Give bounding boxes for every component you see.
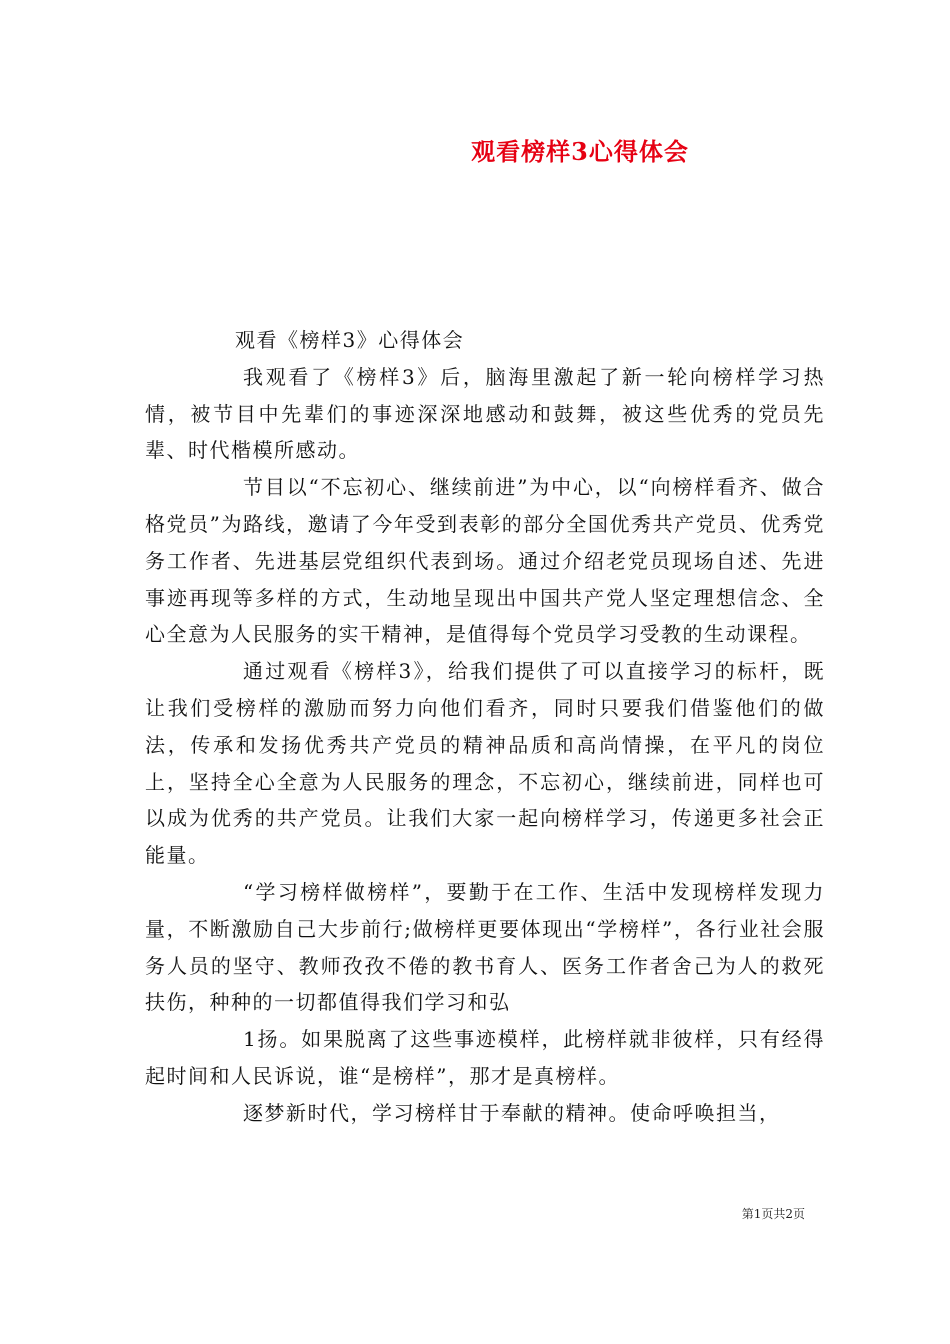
paragraph-2: 节目以“不忘初心、继续前进”为中心，以“向榜样看齐、做合格党员”为路线，邀请了今年受到表彰的部分全国优秀共产党员、优秀党务工作者、先进基层党组织代表到场。通过介绍老党员现场自述、先进事迹再现等多样的方式，生动地呈现出中国共产党人坚定理想信念、全心全意为人民服务的实干精神，是值得每个党员学习受教的生动课程。 xyxy=(145,475,825,647)
document-title: 观看榜样3心得体会 xyxy=(471,137,689,166)
paragraph-3: 通过观看《榜样3》，给我们提供了可以直接学习的标杆，既让我们受榜样的激励而努力向他们看齐，同时只要我们借鉴他们的做法，传承和发扬优秀共产党员的精神品质和高尚情操，在平凡的岗位上，坚持全心全意为人民服务的理念，不忘初心，继续前进，同样也可以成为优秀的共产党员。让我们大家一起向榜样学习，传递更多社会正能量。 xyxy=(145,659,825,868)
document-body xyxy=(145,322,825,1132)
paragraph-5: 1扬。如果脱离了这些事迹模样，此榜样就非彼样，只有经得起时间和人民诉说，谁“是榜样”，那才是真榜样。 xyxy=(145,1027,825,1088)
page-indicator: 第1页共2页 xyxy=(741,1207,805,1221)
document-subtitle: 观看《榜样3》心得体会 xyxy=(235,328,465,352)
paragraph-4: “学习榜样做榜样”，要勤于在工作、生活中发现榜样发现力量，不断激励自己大步前行;做榜样更要体现出“学榜样”，各行业社会服务人员的坚守、教师孜孜不倦的教书育人、医务工作者舍己为人的救死扶伤，种种的一切都值得我们学习和弘 xyxy=(145,879,825,1015)
paragraph-1: 我观看了《榜样3》后，脑海里激起了新一轮向榜样学习热情，被节目中先辈们的事迹深深地感动和鼓舞，被这些优秀的党员先辈、时代楷模所感动。 xyxy=(145,364,825,463)
paragraph-6: 逐梦新时代，学习榜样甘于奉献的精神。使命呼唤担当， xyxy=(243,1100,781,1125)
